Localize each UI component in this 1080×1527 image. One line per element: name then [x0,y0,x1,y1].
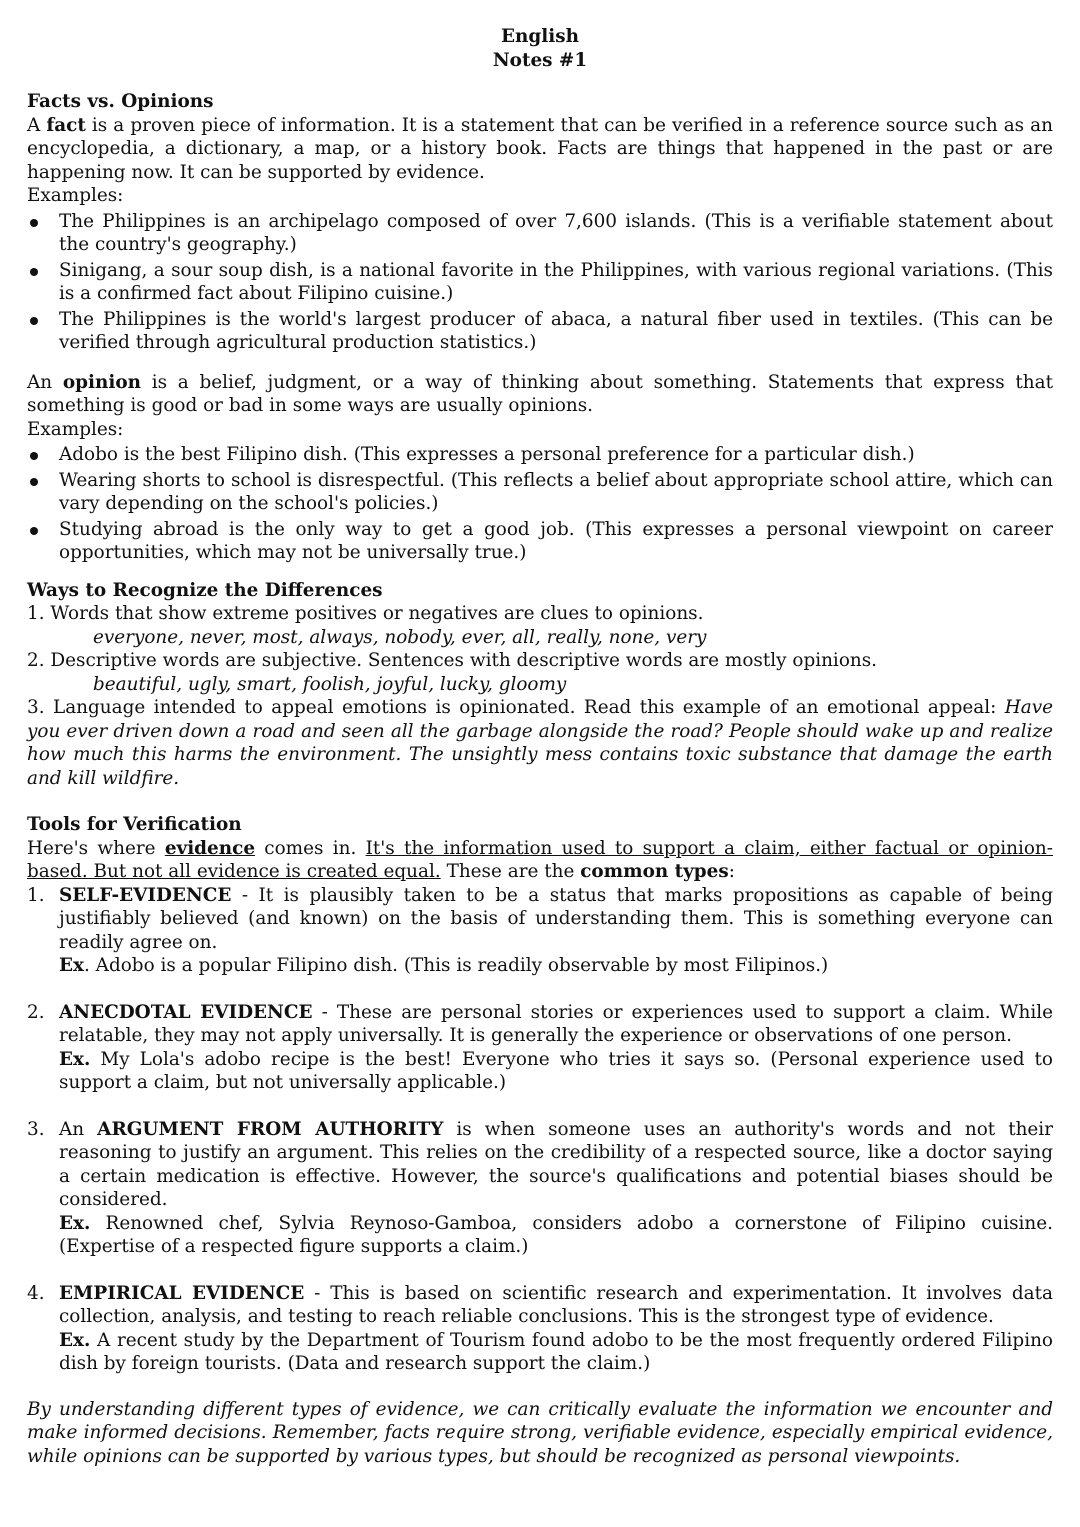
evidence-type-name: SELF-EVIDENCE [59,884,232,906]
tools-heading: Tools for Verification [27,814,242,835]
evidence-term: evidence [164,837,256,859]
list-item: The Philippines is the world's largest producer of abaca, a natural fiber used in textiles. (This can be verified through agricultural production statistics.) [27,308,1053,355]
recognize-heading: Ways to Recognize the Differences [27,579,383,601]
fact-definition: A fact is a proven piece of information. It is a statement that can be verified in a reference source such as an encyclopedia, a dictionary, a map, or a history book. Facts are things that happened in the past or are happening now. It can be supported by evidence. [27,114,1053,183]
list-item: Studying abroad is the only way to get a good job. (This expresses a personal viewpoint on career opportunities, which may not be universally true.) [27,518,1053,565]
evidence-type-authority: 3. An ARGUMENT FROM AUTHORITY is when someone uses an authority's words and not their reasoning to justify an argument. This relies on the credibility of a respected source, like a doctor saying a certain medication is effective. However, the source's qualifications and potential biases should be considered. Ex. Renowned chef, Sylvia Reynoso-Gamboa, considers adobo a cornerstone of Filipino cuisine. (Expertise of a respected figure supports a claim.) [27,1118,1053,1257]
emotional-appeal-example: Have you ever driven down a road and seen all the garbage alongside the road? People should wake up and realize how much this harms the environment. The unsightly mess contains toxic substance that damage the earth and kill wildfire. [27,697,1053,789]
recognize-item-2: 2. Descriptive words are subjective. Sentences with descriptive words are mostly opinions. [27,650,878,671]
tools-intro: Here's where evidence comes in. It's the information used to support a claim, either factual or opinion-based. But not all evidence is created equal. These are the common types: [27,837,1053,882]
extreme-words: everyone, never, most, always, nobody, ever, all, really, none, very [93,626,707,648]
recognize-item-1: 1. Words that show extreme positives or negatives are clues to opinions. [27,603,704,624]
evidence-type-anecdotal: 2. ANECDOTAL EVIDENCE - These are personal stories or experiences used to support a claim. While relatable, they may not apply universally. It is generally the experience or observations of one person. Ex. My Lola's adobo recipe is the best! Everyone who tries it says so. (Personal experience used to support a claim, but not universally applicable.) [27,1001,1054,1093]
fact-examples-label: Examples: [27,185,124,206]
subject-title: English [501,26,579,47]
fact-term: fact [46,114,86,136]
fact-examples-list [27,210,1053,355]
common-types-term: common types [580,861,729,882]
list-item: Wearing shorts to school is disrespectful. (This reflects a belief about appropriate school attire, which can vary depending on the school's policies.) [27,469,1053,516]
evidence-definition: It's the information used to support a claim, either factual or opinion-based. But not all evidence is created equal. [27,837,1053,882]
document-header [27,25,1053,72]
evidence-types-list [27,884,1053,1376]
evidence-type-self: 1. SELF-EVIDENCE - It is plausibly taken to be a status that marks propositions as capable of being justifiably believed (and known) on the basis of understanding them. This is something everyone can readily agree on. Ex. Adobo is a popular Filipino dish. (This is readily observable by most Filipinos.) [27,884,1053,976]
evidence-type-name: ANECDOTAL EVIDENCE [59,1001,313,1023]
evidence-type-empirical: 4. EMPIRICAL EVIDENCE - This is based on scientific research and experimentation. It involves data collection, analysis, and testing to reach reliable conclusions. This is the strongest type of evidence. Ex. A recent study by the Department of Tourism found adobo to be the most frequently ordered Filipino dish by foreign tourists. (Data and research support the claim.) [27,1282,1053,1374]
opinion-examples-list [27,443,1053,565]
opinion-examples-label: Examples: [27,418,124,440]
list-item: Adobo is the best Filipino dish. (This expresses a personal preference for a particular dish.) [27,443,1053,467]
evidence-type-name: EMPIRICAL EVIDENCE [59,1282,305,1304]
descriptive-words: beautiful, ugly, smart, foolish, joyful, lucky, gloomy [93,673,567,695]
opinion-term: opinion [62,371,141,393]
notes-number: Notes #1 [492,49,588,71]
closing-paragraph: By understanding different types of evidence, we can critically evaluate the information we encounter and make informed decisions. Remember, facts require strong, verifiable evidence, especially empirical evidence, while opinions can be supported by various types, but should be recognized as personal viewpoints. [27,1398,1053,1467]
opinion-definition: An opinion is a belief, judgment, or a way of thinking about something. Statements that express that something is good or bad in some ways are usually opinions. [27,371,1053,416]
facts-heading: Facts vs. Opinions [27,91,214,112]
list-item: Sinigang, a sour soup dish, is a national favorite in the Philippines, with various regional variations. (This is a confirmed fact about Filipino cuisine.) [27,259,1053,306]
list-item: The Philippines is an archipelago composed of over 7,600 islands. (This is a verifiable statement about the country's geography.) [27,210,1053,257]
recognize-item-3: 3. Language intended to appeal emotions is opinionated. Read this example of an emotional appeal: Have you ever driven down a road and seen all the garbage alongside the road? People should wake up and realize how much this harms the environment. The unsightly mess contains toxic substance that damage the earth and kill wildfire. [27,697,1053,789]
evidence-type-name: ARGUMENT FROM AUTHORITY [97,1118,444,1140]
